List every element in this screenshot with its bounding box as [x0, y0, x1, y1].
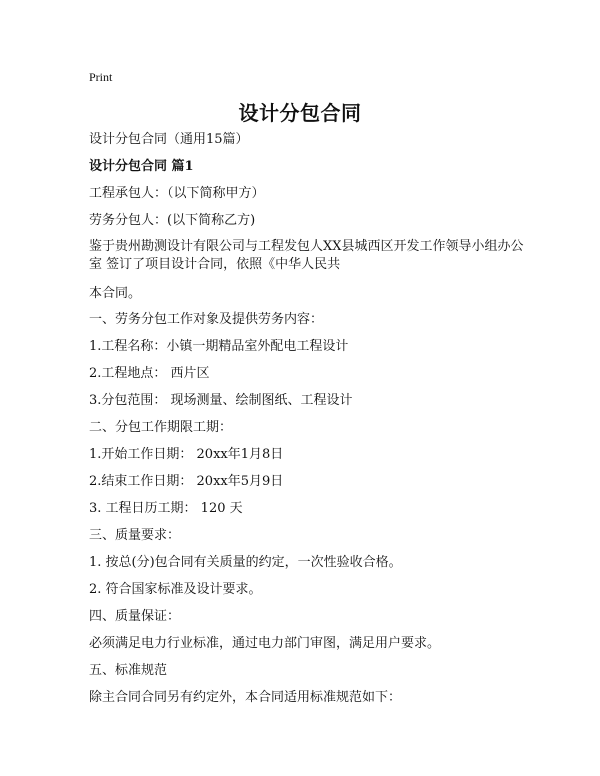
section-5-heading: 五、标准规范 — [89, 663, 168, 678]
section-heading: 设计分包合同 篇1 — [89, 159, 194, 174]
print-label: Print — [89, 70, 113, 84]
standards-line: 除主合同合同另有约定外，本合同适用标准规范如下： — [89, 690, 402, 705]
section-3-heading: 三、质量要求： — [89, 528, 181, 543]
scope-line: 3.分包范围： 现场测量、绘制图纸、工程设计 — [89, 393, 353, 408]
project-location-line: 2.工程地点： 西片区 — [89, 366, 210, 381]
document-subtitle: 设计分包合同（通用15篇） — [89, 132, 249, 147]
section-1-heading: 一、劳务分包工作对象及提供劳务内容： — [89, 312, 324, 327]
document-title: 设计分包合同 — [238, 101, 362, 125]
quality-guarantee-line: 必须满足电力行业标准，通过电力部门审图，满足用户要求。 — [89, 636, 441, 651]
quality-requirement-2: 2. 符合国家标准及设计要求。 — [89, 582, 262, 597]
calendar-days-line: 3. 工程日历工期： 120 天 — [89, 501, 243, 516]
end-date-line: 2.结束工作日期： 20xx年5月9日 — [89, 474, 284, 489]
intro-paragraph: 鉴于贵州勘测设计有限公司与工程发包人XX县城西区开发工作领导小组办公室 签订了项目设计合同，依照《中华人民共 — [89, 239, 524, 272]
section-2-heading: 二、分包工作期限工期： — [89, 420, 233, 435]
party-b-line: 劳务分包人：(以下简称乙方) — [89, 213, 256, 228]
section-4-heading: 四、质量保证： — [89, 609, 181, 624]
intro-end-line: 本合同。 — [89, 286, 142, 301]
party-a-line: 工程承包人：（以下简称甲方） — [89, 186, 265, 201]
quality-requirement-1: 1. 按总(分)包合同有关质量的约定，一次性验收合格。 — [89, 555, 402, 570]
start-date-line: 1.开始工作日期： 20xx年1月8日 — [89, 447, 284, 462]
project-name-line: 1.工程名称：小镇一期精品室外配电工程设计 — [89, 339, 349, 354]
